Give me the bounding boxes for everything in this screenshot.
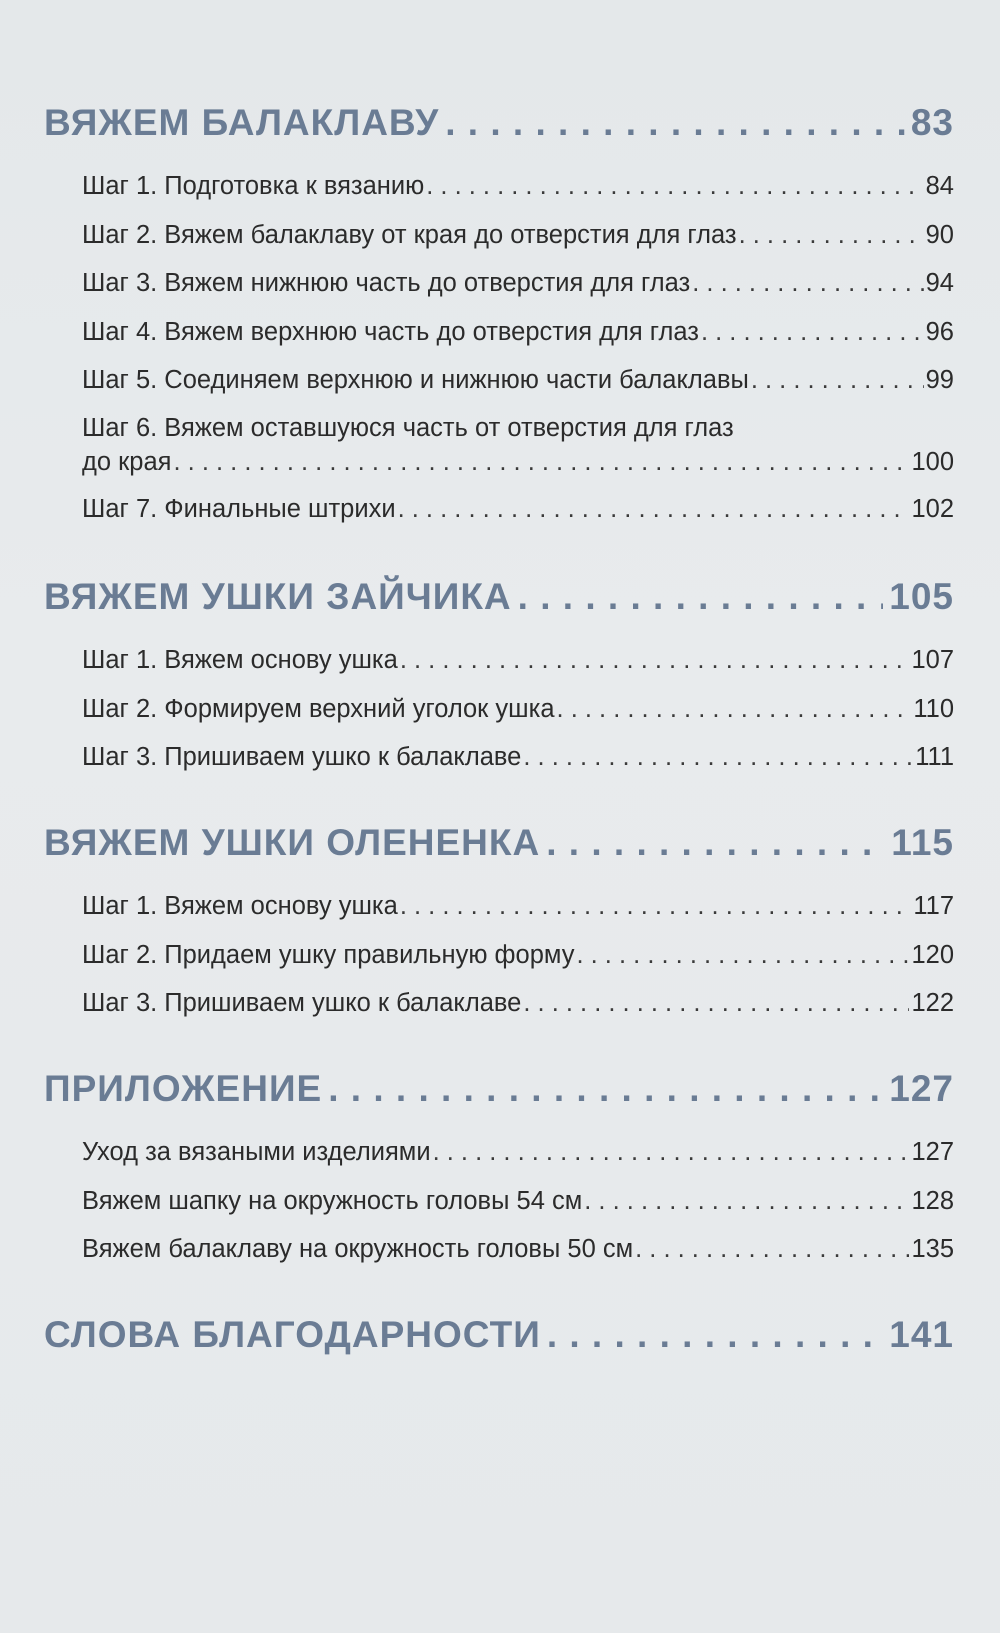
toc-item[interactable]: [44, 733, 954, 782]
toc-section-bunny-ears: [44, 576, 954, 782]
leader-dots: [557, 685, 912, 734]
section-title: ВЯЖЕМ БАЛАКЛАВУ: [44, 102, 440, 143]
item-page-number: 94: [925, 269, 954, 297]
section-title: ВЯЖЕМ УШКИ ОЛЕНЕНКА: [44, 822, 541, 863]
leader-dots: [398, 485, 910, 534]
toc-item[interactable]: [44, 308, 954, 357]
section-items: [44, 882, 954, 1028]
leader-dots: [173, 445, 909, 479]
section-items: [44, 162, 954, 533]
item-page-number: 127: [911, 1138, 954, 1166]
leader-dots: [584, 1177, 909, 1226]
toc-item[interactable]: [44, 259, 954, 308]
item-page-number: 102: [911, 494, 954, 523]
item-page-number: 128: [911, 1186, 954, 1215]
toc-section-fawn-ears: [44, 822, 954, 1028]
leader-dots: [445, 102, 905, 144]
toc-item[interactable]: [44, 636, 954, 685]
section-items: [44, 1128, 954, 1274]
leader-dots: [328, 1068, 883, 1110]
leader-dots: [523, 979, 909, 1028]
toc-item[interactable]: [44, 1128, 954, 1177]
section-heading[interactable]: [44, 576, 954, 618]
item-page-number: 96: [925, 317, 954, 346]
item-page-number: 120: [911, 940, 954, 969]
toc-item[interactable]: [44, 485, 954, 534]
item-label: Шаг 2. Формируем верхний уголок ушка: [82, 694, 555, 723]
section-heading[interactable]: [44, 822, 954, 864]
item-page-number: 111: [915, 743, 954, 771]
toc-item[interactable]: [44, 931, 954, 980]
item-label: Шаг 1. Подготовка к вязанию: [82, 172, 425, 200]
item-label: Шаг 3. Пришиваем ушко к балаклаве: [82, 989, 522, 1017]
section-title: ПРИЛОЖЕНИЕ: [44, 1068, 323, 1109]
item-page-number: 122: [911, 989, 954, 1017]
leader-dots: [576, 931, 909, 980]
item-label: Шаг 3. Пришиваем ушко к балаклаве: [82, 743, 522, 771]
section-page-number: 141: [889, 1314, 954, 1355]
item-page-number: 117: [913, 892, 954, 920]
item-label: Шаг 4. Вяжем верхнюю часть до отверстия для глаз: [82, 317, 699, 346]
section-heading[interactable]: [44, 1068, 954, 1110]
section-heading[interactable]: [44, 1314, 954, 1356]
section-title: СЛОВА БЛАГОДАРНОСТИ: [44, 1314, 541, 1355]
item-label: Вяжем балаклаву на окружность головы 50 см: [82, 1235, 634, 1263]
item-label: Шаг 5. Соединяем верхнюю и нижнюю части балаклавы: [82, 366, 749, 394]
toc-item[interactable]: [44, 685, 954, 734]
leader-dots: [547, 1314, 883, 1356]
leader-dots: [739, 211, 924, 260]
section-page-number: 105: [889, 576, 954, 617]
section-page-number: 127: [889, 1068, 954, 1109]
toc-item[interactable]: [44, 1177, 954, 1226]
item-label-line1: Шаг 6. Вяжем оставшуюся часть от отверстия для глаз: [82, 413, 734, 442]
leader-dots: [400, 882, 912, 931]
item-page-number: 110: [913, 694, 954, 723]
leader-dots: [751, 356, 924, 405]
toc-item[interactable]: [44, 162, 954, 211]
toc-item[interactable]: [44, 1225, 954, 1274]
leader-dots: [635, 1225, 909, 1274]
section-page-number: 83: [910, 102, 954, 143]
toc-item[interactable]: [44, 356, 954, 405]
item-page-number: 90: [925, 220, 954, 249]
item-label: Шаг 7. Финальные штрихи: [82, 494, 396, 523]
item-page-number: 107: [911, 646, 954, 674]
item-label: Шаг 1. Вяжем основу ушка: [82, 646, 398, 674]
item-label: Шаг 1. Вяжем основу ушка: [82, 892, 398, 920]
item-label: Шаг 3. Вяжем нижнюю часть до отверстия для глаз: [82, 269, 691, 297]
toc-item[interactable]: [44, 211, 954, 260]
section-page-number: 115: [891, 822, 954, 863]
leader-dots: [400, 636, 910, 685]
leader-dots: [692, 259, 923, 308]
leader-dots: [433, 1128, 910, 1177]
toc-section-acknowledgements: [44, 1314, 954, 1356]
item-page-number: 99: [925, 366, 954, 394]
section-items: [44, 636, 954, 782]
item-label: Вяжем шапку на окружность головы 54 см: [82, 1186, 583, 1215]
item-page-number: 84: [925, 172, 954, 200]
item-label: Уход за вязаными изделиями: [82, 1138, 431, 1166]
section-title: ВЯЖЕМ УШКИ ЗАЙЧИКА: [44, 576, 512, 617]
item-page-number: 100: [911, 447, 954, 476]
toc-section-appendix: [44, 1068, 954, 1274]
toc-item[interactable]: [44, 979, 954, 1028]
leader-dots: [546, 822, 885, 864]
toc-item[interactable]: [44, 411, 954, 479]
toc-section-balaclava: [44, 102, 954, 533]
item-label: Шаг 2. Вяжем балаклаву от края до отверстия для глаз: [82, 220, 737, 249]
leader-dots: [426, 162, 923, 211]
item-label: Шаг 2. Придаем ушку правильную форму: [82, 940, 575, 969]
leader-dots: [518, 576, 884, 618]
section-heading[interactable]: [44, 102, 954, 144]
leader-dots: [523, 733, 913, 782]
item-label-line2: до края: [82, 447, 172, 476]
toc-item[interactable]: [44, 882, 954, 931]
item-page-number: 135: [911, 1235, 954, 1263]
leader-dots: [701, 308, 924, 357]
